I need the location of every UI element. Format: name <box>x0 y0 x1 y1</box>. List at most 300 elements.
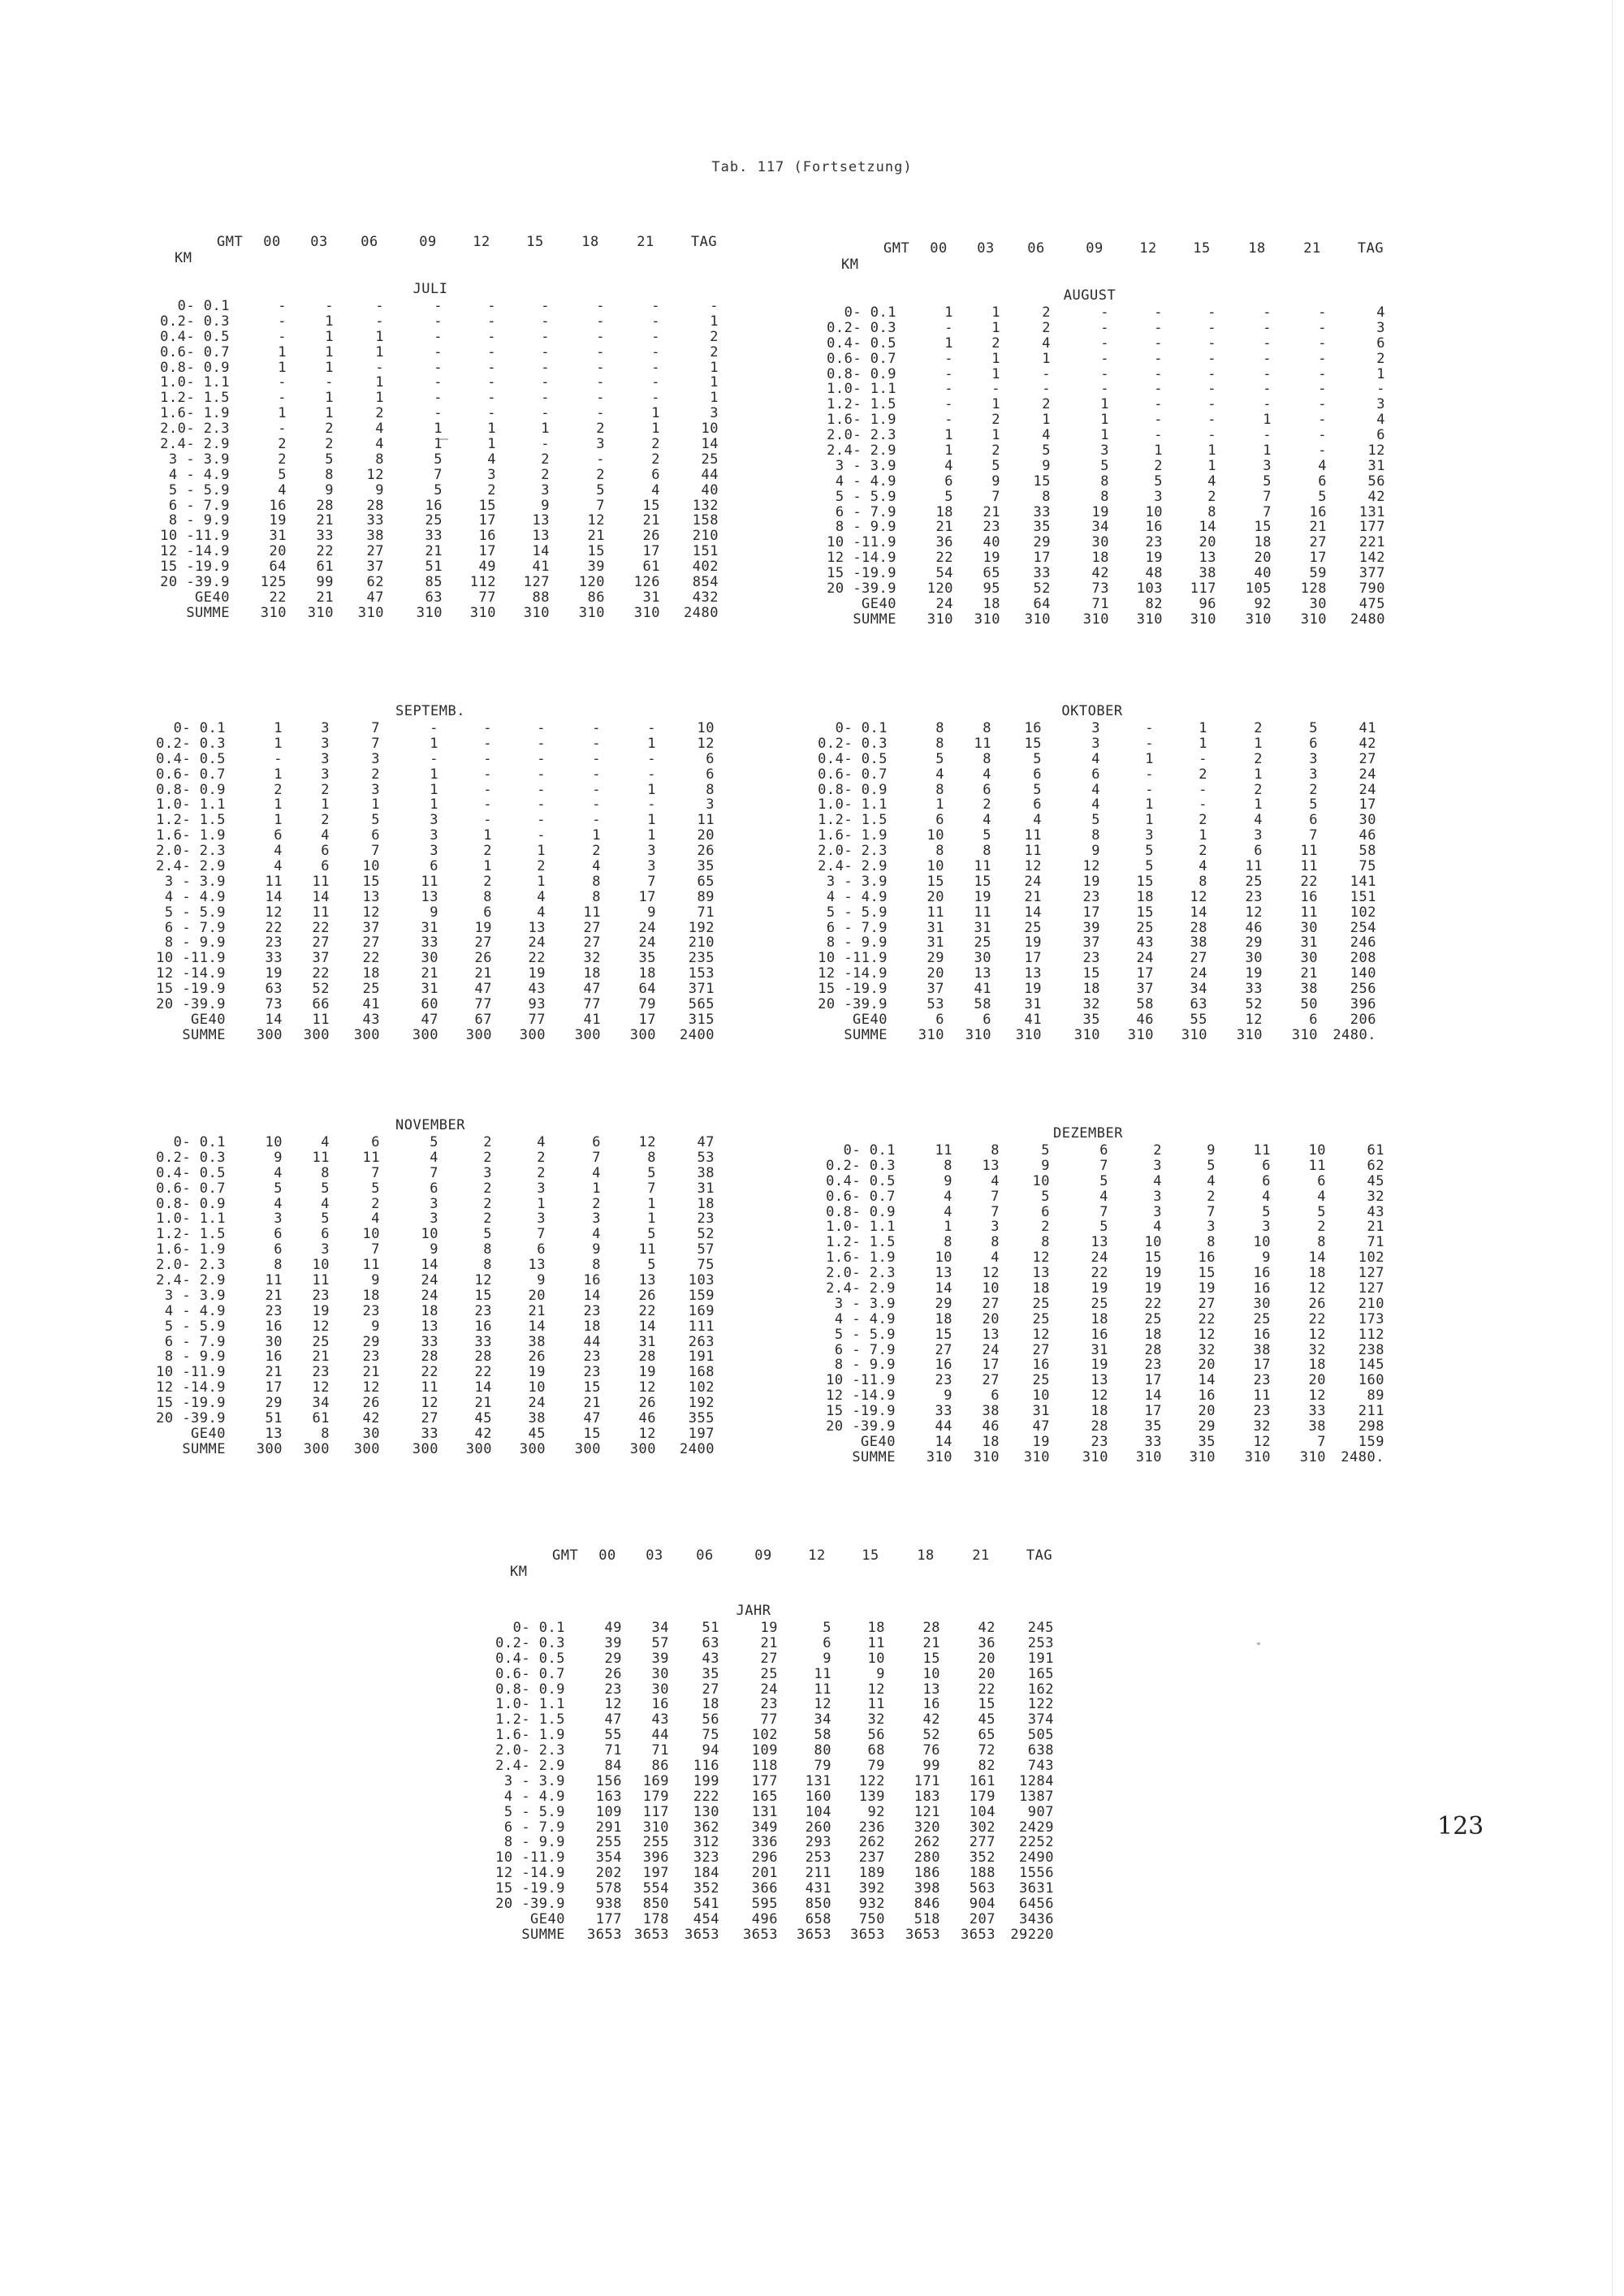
row-label: 0.2- 0.3 <box>826 1157 896 1174</box>
table-cell: 336 <box>751 1834 778 1851</box>
table-cell: 3 <box>371 781 380 798</box>
table-cell: 20 <box>978 1650 996 1667</box>
table-row <box>824 1189 1474 1205</box>
column-header: 18 <box>917 1547 935 1564</box>
table-cell: - <box>1207 381 1216 398</box>
table-cell: 7 <box>1309 827 1318 844</box>
table-cell: 1 <box>647 1195 656 1212</box>
table-cell: 18 <box>702 1696 719 1713</box>
table-cell: 22 <box>1144 1295 1162 1312</box>
row-label: 6 - 7.9 <box>164 1333 226 1350</box>
table-cell: 8 <box>983 720 991 736</box>
row-label: 0.6- 0.7 <box>826 1188 896 1205</box>
table-cell: - <box>1263 304 1272 321</box>
table-cell: 17 <box>265 1379 283 1396</box>
table-row <box>158 544 808 559</box>
table-cell: 104 <box>805 1803 831 1820</box>
table-juli <box>158 234 808 672</box>
table-cell: 2 <box>1041 1219 1050 1236</box>
table-cell: 22 <box>935 550 953 567</box>
table-cell: 1 <box>1199 735 1207 752</box>
table-cell: - <box>1207 350 1216 367</box>
table-cell: 4 <box>321 827 330 844</box>
row-label: 0.4- 0.5 <box>156 1164 226 1181</box>
table-cell: 3 <box>1091 720 1100 736</box>
table-cell: 37 <box>312 950 330 967</box>
table-cell: 35 <box>638 950 656 967</box>
table-cell: 2 <box>1153 1142 1162 1159</box>
table-cell: - <box>434 374 443 391</box>
table-cell: 11 <box>1300 843 1318 860</box>
table-cell: 64 <box>1033 595 1051 612</box>
table-cell: 1 <box>991 304 1000 321</box>
table-cell: - <box>596 359 605 376</box>
table-cell: 35 <box>1082 1011 1100 1028</box>
table-cell: 2 <box>1207 1188 1216 1205</box>
table-cell: - <box>651 374 660 391</box>
table-cell: 201 <box>751 1865 778 1882</box>
table-cell: 1 <box>487 436 496 453</box>
table-cell: 16 <box>269 497 287 514</box>
table-row <box>494 1712 1143 1728</box>
month-title: JAHR <box>736 1603 771 1619</box>
table-cell: 349 <box>751 1819 778 1836</box>
table-cell: 5 <box>1099 1172 1108 1189</box>
table-cell: 310 <box>523 604 550 621</box>
table-cell: - <box>1154 381 1163 398</box>
table-cell: - <box>1154 365 1163 382</box>
table-cell: 31 <box>269 528 287 545</box>
row-label: 0.6- 0.7 <box>495 1665 565 1682</box>
table-cell: - <box>537 720 546 736</box>
table-row <box>158 513 808 529</box>
table-cell: - <box>487 328 496 345</box>
table-cell: - <box>487 374 496 391</box>
table-cell: 52 <box>1245 996 1263 1013</box>
table-cell: 310 <box>633 604 660 621</box>
table-cell: 4 <box>274 1164 283 1181</box>
table-row <box>824 1327 1474 1343</box>
table-cell: 310 <box>973 1448 1000 1465</box>
gmt-label: GMT <box>883 240 910 257</box>
table-row <box>816 1012 1466 1028</box>
row-label: 15 -19.9 <box>827 565 896 582</box>
row-label: 3 - 3.9 <box>164 1287 226 1304</box>
table-cell: 10 <box>1032 1388 1050 1405</box>
table-cell: 6 <box>430 858 438 875</box>
table-cell: - <box>1154 427 1163 444</box>
table-cell: 11 <box>421 1379 438 1396</box>
table-cell: 8 <box>375 451 384 468</box>
table-cell: - <box>647 750 656 767</box>
table-cell: 32 <box>1198 1341 1216 1358</box>
table-cell: 45 <box>528 1425 546 1442</box>
table-cell: 41 <box>532 559 550 576</box>
row-label: 12 -14.9 <box>827 550 896 567</box>
table-row <box>824 1159 1474 1174</box>
table-cell: 31 <box>1024 996 1042 1013</box>
table-cell: 20 <box>926 965 944 982</box>
table-cell: 3 <box>321 750 330 767</box>
table-cell: 8 <box>983 750 991 767</box>
column-header: 15 <box>862 1547 879 1564</box>
table-cell: 15 <box>1033 473 1051 490</box>
table-cell: 5 <box>434 481 443 498</box>
table-cell: 17 <box>1136 965 1154 982</box>
table-cell: 5 <box>596 481 605 498</box>
table-cell: 2 <box>483 1149 492 1166</box>
table-cell: 1 <box>1042 412 1051 429</box>
table-cell: 52 <box>697 1226 715 1243</box>
table-cell: 102 <box>688 1379 715 1396</box>
table-cell: 7 <box>537 1226 546 1243</box>
column-header: 03 <box>977 240 995 257</box>
table-cell: 3 <box>430 843 438 860</box>
table-cell: - <box>647 796 656 814</box>
table-cell: 16 <box>1032 1357 1050 1374</box>
table-cell: 30 <box>1309 595 1327 612</box>
row-label: 8 - 9.9 <box>164 1349 226 1366</box>
table-cell: 13 <box>528 1257 546 1274</box>
table-cell: 12 <box>1253 1433 1271 1450</box>
table-cell: 9 <box>371 1272 380 1289</box>
table-cell: 11 <box>265 873 283 890</box>
table-cell: 355 <box>688 1410 715 1427</box>
table-cell: 354 <box>595 1849 622 1867</box>
table-cell: - <box>430 720 438 736</box>
table-body <box>158 299 808 621</box>
table-cell: 18 <box>1091 1403 1108 1420</box>
table-cell: 1 <box>434 421 443 438</box>
table-cell: 22 <box>362 950 380 967</box>
table-cell: 6 <box>321 858 330 875</box>
table-cell: 932 <box>858 1896 885 1913</box>
row-label: 0.6- 0.7 <box>160 343 230 360</box>
row-label: 6 - 7.9 <box>503 1819 565 1836</box>
table-cell: 938 <box>595 1896 622 1913</box>
table-cell: - <box>483 720 492 736</box>
table-cell: 28 <box>638 1349 656 1366</box>
table-cell: 165 <box>751 1788 778 1805</box>
column-header: 12 <box>473 234 490 250</box>
table-cell: 9 <box>991 473 1000 490</box>
table-cell: 3 <box>321 1241 330 1258</box>
table-cell: 23 <box>1145 534 1163 551</box>
table-cell: 62 <box>366 574 384 591</box>
table-cell: 35 <box>702 1665 719 1682</box>
table-cell: 5 <box>1100 457 1109 474</box>
table-cell: 1 <box>991 427 1000 444</box>
table-cell: 17 <box>1033 550 1051 567</box>
table-row <box>824 1357 1474 1373</box>
row-label: 5 - 5.9 <box>835 488 896 505</box>
table-cell: 24 <box>638 934 656 952</box>
table-cell: 1 <box>1254 735 1263 752</box>
table-cell: 79 <box>867 1758 885 1775</box>
table-cell: 15 <box>587 543 605 560</box>
table-cell: 17 <box>638 1011 656 1028</box>
table-cell: 189 <box>858 1865 885 1882</box>
table-cell: 33 <box>316 528 334 545</box>
table-cell: 221 <box>1358 534 1385 551</box>
row-label: 1.6- 1.9 <box>495 1727 565 1744</box>
table-cell: 1 <box>1376 365 1385 382</box>
table-row <box>154 1396 804 1411</box>
table-cell: 6 <box>1099 1142 1108 1159</box>
row-label: 1.6- 1.9 <box>156 1241 226 1258</box>
table-cell: 32 <box>1367 1188 1384 1205</box>
table-cell: 52 <box>922 1727 940 1744</box>
table-cell: 3 <box>430 1195 438 1212</box>
table-cell: 2 <box>483 1134 492 1150</box>
table-cell: 25 <box>312 1333 330 1350</box>
table-cell: - <box>596 298 605 314</box>
table-cell: 12 <box>1198 1326 1216 1343</box>
table-cell: 33 <box>421 1425 438 1442</box>
table-row <box>816 721 1466 736</box>
table-cell: 61 <box>1367 1142 1384 1159</box>
table-cell: 28 <box>366 497 384 514</box>
table-cell: 40 <box>1254 565 1272 582</box>
table-cell: 14 <box>583 1287 601 1304</box>
table-cell: 11 <box>974 735 991 752</box>
table-cell: 2 <box>983 796 991 814</box>
table-cell: 262 <box>914 1834 940 1851</box>
row-label: 1.0- 1.1 <box>818 796 888 814</box>
table-cell: 9 <box>371 1318 380 1335</box>
table-cell: 12 <box>1367 442 1385 460</box>
table-cell: 165 <box>1027 1665 1054 1682</box>
table-cell: 1 <box>537 873 546 890</box>
table-cell: 1 <box>944 304 953 321</box>
table-cell: 49 <box>478 559 496 576</box>
table-cell: 296 <box>751 1849 778 1867</box>
table-cell: 12 <box>1032 1249 1050 1267</box>
table-cell: 9 <box>1041 1157 1050 1174</box>
table-cell: 12 <box>1190 888 1207 905</box>
row-label: 4 - 4.9 <box>826 888 888 905</box>
table-cell: 23 <box>1253 1372 1271 1389</box>
table-row <box>824 1419 1474 1435</box>
table-cell: 35 <box>1198 1433 1216 1450</box>
table-cell: 4 <box>944 1203 952 1220</box>
table-cell: 7 <box>371 1241 380 1258</box>
row-label: GE40 <box>862 595 896 612</box>
table-cell: - <box>1263 396 1272 413</box>
table-cell: 37 <box>362 919 380 936</box>
table-cell: 13 <box>1091 1234 1108 1251</box>
table-cell: 310 <box>1244 1448 1271 1465</box>
column-header: 18 <box>1248 240 1266 257</box>
table-cell: - <box>1207 396 1216 413</box>
row-label: 15 -19.9 <box>495 1880 565 1897</box>
column-header: 21 <box>1303 240 1321 257</box>
table-cell: 19 <box>1144 1265 1162 1282</box>
table-cell: 8 <box>991 1234 1000 1251</box>
table-cell: - <box>1199 796 1207 814</box>
table-cell: 4 <box>321 1134 330 1150</box>
table-cell: 45 <box>474 1410 492 1427</box>
table-cell: - <box>487 359 496 376</box>
table-cell: 8 <box>1199 873 1207 890</box>
table-cell: 2 <box>651 451 660 468</box>
table-cell: 8 <box>1100 473 1109 490</box>
table-row <box>158 299 808 314</box>
table-cell: - <box>651 313 660 330</box>
table-cell: 32 <box>1308 1341 1326 1358</box>
table-cell: 38 <box>1253 1341 1271 1358</box>
table-cell: - <box>1154 396 1163 413</box>
table-cell: 21 <box>1309 519 1327 536</box>
table-cell: 2 <box>541 466 550 483</box>
table-cell: - <box>541 328 550 345</box>
table-cell: 31 <box>421 919 438 936</box>
table-row <box>154 966 804 982</box>
row-label: 1.2- 1.5 <box>826 1234 896 1251</box>
table-cell: 2 <box>375 405 384 422</box>
row-label: GE40 <box>853 1011 888 1028</box>
table-cell: 10 <box>1144 1234 1162 1251</box>
table-cell: 2400 <box>680 1026 715 1043</box>
table-cell: 49 <box>604 1620 622 1636</box>
table-cell: - <box>944 365 953 382</box>
table-cell: 298 <box>1358 1418 1384 1435</box>
table-cell: 2480. <box>1332 1026 1376 1043</box>
table-cell: - <box>537 781 546 798</box>
table-cell: 23 <box>312 1364 330 1381</box>
table-cell: 16 <box>922 1696 940 1713</box>
column-header: 06 <box>361 234 378 250</box>
table-cell: 4 <box>1376 412 1385 429</box>
table-cell: 362 <box>693 1819 719 1836</box>
table-cell: 99 <box>316 574 334 591</box>
table-cell: 71 <box>1367 1234 1384 1251</box>
table-row <box>158 330 808 345</box>
table-cell: 16 <box>425 497 443 514</box>
table-cell: - <box>1042 365 1051 382</box>
table-cell: 27 <box>1358 750 1376 767</box>
table-cell: 310 <box>1127 1026 1154 1043</box>
table-cell: 310 <box>1073 1026 1100 1043</box>
table-cell: 33 <box>366 512 384 529</box>
table-cell: 2 <box>1317 1219 1326 1236</box>
row-label: 0.8- 0.9 <box>818 781 888 798</box>
row-label: 0.2- 0.3 <box>160 313 230 330</box>
table-cell: 1 <box>944 442 953 460</box>
table-cell: - <box>483 781 492 798</box>
table-cell: 14 <box>1308 1249 1326 1267</box>
table-cell: 554 <box>642 1880 669 1897</box>
table-cell: 5 <box>991 457 1000 474</box>
row-label: 1.0- 1.1 <box>156 796 226 814</box>
table-cell: 2 <box>541 451 550 468</box>
table-cell: 3 <box>1153 1188 1162 1205</box>
table-cell: - <box>944 412 953 429</box>
table-cell: 127 <box>523 574 550 591</box>
table-cell: 29 <box>926 950 944 967</box>
column-header: 06 <box>696 1547 714 1564</box>
table-cell: 6 <box>1309 735 1318 752</box>
table-cell: 4 <box>537 1134 546 1150</box>
table-cell: 21 <box>528 1302 546 1319</box>
table-cell: 35 <box>1144 1418 1162 1435</box>
table-cell: 9 <box>876 1665 885 1682</box>
table-cell: - <box>278 328 287 345</box>
row-label: 2.4- 2.9 <box>156 858 226 875</box>
table-cell: 8 <box>592 888 601 905</box>
table-cell: 475 <box>1358 595 1385 612</box>
table-cell: 11 <box>814 1681 831 1698</box>
table-cell: - <box>596 451 605 468</box>
table-cell: 7 <box>991 1188 1000 1205</box>
table-cell: 1 <box>651 421 660 438</box>
table-cell: 7 <box>371 843 380 860</box>
table-cell: - <box>1145 735 1154 752</box>
table-cell: 30 <box>1253 1295 1271 1312</box>
table-cell: 1 <box>430 796 438 814</box>
table-cell: 6 <box>1033 766 1042 783</box>
table-cell: 23 <box>697 1211 715 1228</box>
km-label: KM <box>841 257 859 273</box>
table-row <box>494 1651 1143 1667</box>
table-cell: 402 <box>692 559 719 576</box>
table-cell: 4 <box>278 481 287 498</box>
row-label: 5 - 5.9 <box>164 1318 226 1335</box>
table-cell: 1 <box>1263 442 1272 460</box>
table-cell: - <box>1318 412 1327 429</box>
table-row <box>154 935 804 951</box>
table-cell: 9 <box>647 904 656 921</box>
table-cell: 22 <box>265 919 283 936</box>
table-row <box>154 1442 804 1457</box>
table-cell: 16 <box>583 1272 601 1289</box>
row-label: 15 -19.9 <box>818 981 888 998</box>
table-cell: 846 <box>914 1896 940 1913</box>
table-cell: 25 <box>425 512 443 529</box>
table-cell: - <box>325 374 334 391</box>
table-cell: 71 <box>1091 595 1109 612</box>
table-cell: 15 <box>474 1287 492 1304</box>
table-row <box>154 1319 804 1335</box>
table-cell: 15 <box>978 1696 996 1713</box>
table-cell: 310 <box>974 611 1000 628</box>
row-label: 15 -19.9 <box>156 1395 226 1412</box>
table-cell: 11 <box>867 1696 885 1713</box>
table-cell: 12 <box>587 512 605 529</box>
table-row <box>494 1927 1143 1943</box>
row-label: 12 -14.9 <box>826 1388 896 1405</box>
table-body <box>816 721 1466 1043</box>
table-cell: 168 <box>688 1364 715 1381</box>
table-cell: 46 <box>1245 919 1263 936</box>
table-row <box>158 314 808 330</box>
table-cell: 2 <box>1254 750 1263 767</box>
table-cell: 95 <box>983 580 1000 598</box>
row-label: 0.4- 0.5 <box>156 750 226 767</box>
table-cell: 1 <box>991 350 1000 367</box>
table-cell: 66 <box>312 996 330 1013</box>
table-cell: 19 <box>1198 1280 1216 1297</box>
table-cell: 141 <box>1350 873 1376 890</box>
table-cell: 1 <box>325 405 334 422</box>
table-cell: 13 <box>1091 1372 1108 1389</box>
table-cell: 1 <box>710 390 719 407</box>
table-cell: 14 <box>701 436 719 453</box>
table-cell: - <box>434 390 443 407</box>
row-label: 5 - 5.9 <box>168 481 230 498</box>
table-cell: 4 <box>944 457 953 474</box>
page-edge-line <box>1612 0 1613 2296</box>
